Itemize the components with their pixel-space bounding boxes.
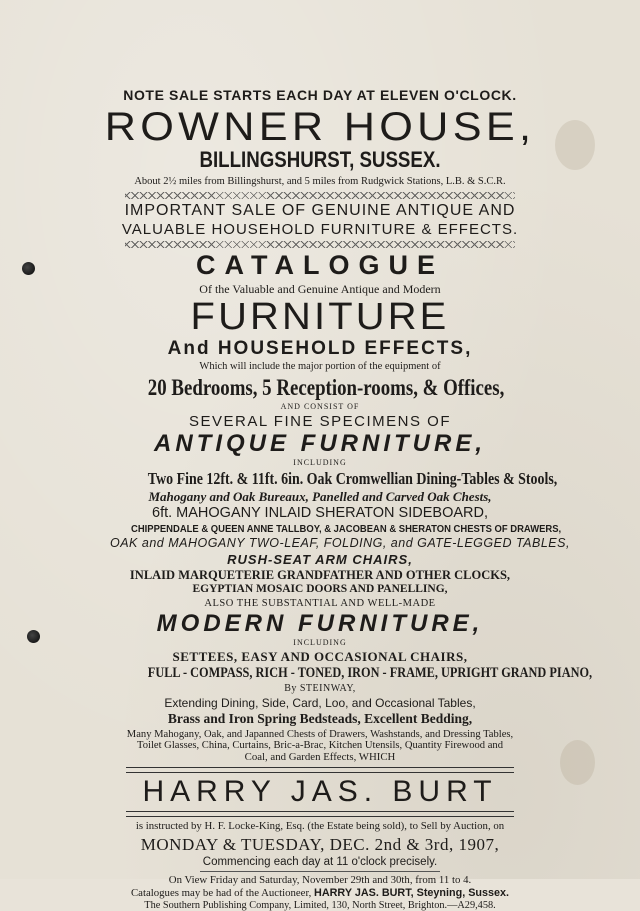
consist-label: AND CONSIST OF (280, 402, 360, 411)
specimens-heading: SEVERAL FINE SPECIMENS OF (189, 413, 451, 430)
commencing-line: Commencing each day at 11 o'clock precisely. (202, 855, 438, 868)
item-dining-tables: Two Fine 12ft. & 11ft. 6in. Oak Cromwellian Dining-Tables & Stools, (147, 469, 558, 488)
item-clocks: INLAID MARQUETERIE GRANDFATHER AND OTHER CLOCKS, (129, 567, 511, 582)
wavy-divider (125, 192, 515, 199)
item-bedsteads: Brass and Iron Spring Bedsteads, Excellent Bedding, (167, 711, 473, 726)
paper-stain (555, 120, 595, 170)
paper-stain (560, 740, 595, 785)
catalogues-line (110, 888, 530, 899)
wavy-divider (125, 241, 515, 248)
item-dining-side-tables: Extending Dining, Side, Card, Loo, and Occasional Tables, (164, 696, 476, 710)
furniture-heading: FURNITURE (190, 295, 450, 338)
distance-note: About 2½ miles from Billingshurst, and 5 miles from Rudgwick Stations, L.B. & S.C.R. (134, 176, 506, 187)
house-name: ROWNER HOUSE, (104, 105, 536, 149)
punch-hole-top (22, 262, 35, 275)
instruction-line: is instructed by H. F. Locke-King, Esq. (the Estate being sold), to Sell by Auction, on (135, 819, 505, 832)
printer-line: The Southern Publishing Company, Limited, 130, North Street, Brighton.—A29,458. (144, 899, 496, 911)
sale-note: NOTE SALE STARTS EACH DAY AT ELEVEN O'CLOCK. (123, 87, 517, 103)
antique-heading: ANTIQUE FURNITURE, (154, 430, 486, 457)
sale-heading-line2: VALUABLE HOUSEHOLD FURNITURE & EFFECTS. (121, 220, 519, 238)
household-effects-heading: And HOUSEHOLD EFFECTS, (167, 337, 473, 359)
rooms-heading: 20 Bedrooms, 5 Reception-rooms, & Offices, (147, 375, 505, 400)
auctioneer-name: HARRY JAS. BURT (142, 774, 498, 808)
also-line: ALSO THE SUBSTANTIAL AND WELL-MADE (204, 597, 436, 609)
view-line: On View Friday and Saturday, November 29th and 30th, from 11 to 4. (168, 874, 472, 887)
item-sideboard: 6ft. MAHOGANY INLAID SHERATON SIDEBOARD, (152, 505, 488, 521)
including-label: INCLUDING (293, 458, 347, 467)
including-label: INCLUDING (293, 638, 347, 647)
equipment-note: Which will include the major portion of the equipment of (199, 360, 441, 372)
house-location: BILLINGSHURST, SUSSEX. (199, 147, 441, 172)
catalogue-title: CATALOGUE (196, 249, 444, 280)
item-doors: EGYPTIAN MOSAIC DOORS AND PANELLING, (192, 583, 448, 595)
double-rule (126, 767, 514, 773)
item-bureaux: Mahogany and Oak Bureaux, Panelled and Carved Oak Chests, (148, 489, 492, 504)
punch-hole-bottom (27, 630, 40, 643)
sale-heading-line1: IMPORTANT SALE OF GENUINE ANTIQUE AND (124, 201, 516, 219)
auction-dates: MONDAY & TUESDAY, DEC. 2nd & 3rd, 1907, (140, 834, 500, 854)
modern-heading: MODERN FURNITURE, (156, 610, 484, 637)
catalogue-of-line: Of the Valuable and Genuine Antique and Modern (199, 281, 441, 296)
item-glasses: Toilet Glasses, China, Curtains, Bric-a-Brac, Kitchen Utensils, Quantity Firewood and (137, 739, 503, 752)
item-piano: FULL - COMPASS, RICH - TONED, IRON - FRAME, UPRIGHT GRAND PIANO, (147, 665, 593, 681)
auctioneer-contact: HARRY JAS. BURT, Steyning, Sussex. (314, 886, 510, 899)
auction-catalogue-poster (104, 87, 593, 911)
item-tables: OAK and MAHOGANY TWO-LEAF, FOLDING, and GATE-LEGGED TABLES, (110, 536, 570, 550)
catalogues-prefix: Catalogues may be had of the Auctioneer, (130, 886, 315, 899)
divider (200, 871, 440, 872)
double-rule (126, 811, 514, 817)
item-coal: Coal, and Garden Effects, WHICH (244, 751, 396, 764)
piano-maker: By STEINWAY, (284, 683, 356, 694)
item-tallboy: CHIPPENDALE & QUEEN ANNE TALLBOY, & JACOBEAN & SHERATON CHESTS OF DRAWERS, (131, 522, 562, 535)
item-chairs: RUSH-SEAT ARM CHAIRS, (227, 551, 413, 567)
item-chests: Many Mahogany, Oak, and Japanned Chests of Drawers, Washstands, and Dressing Tables, (126, 727, 514, 740)
item-settees: SETTEES, EASY AND OCCASIONAL CHAIRS, (172, 649, 468, 664)
